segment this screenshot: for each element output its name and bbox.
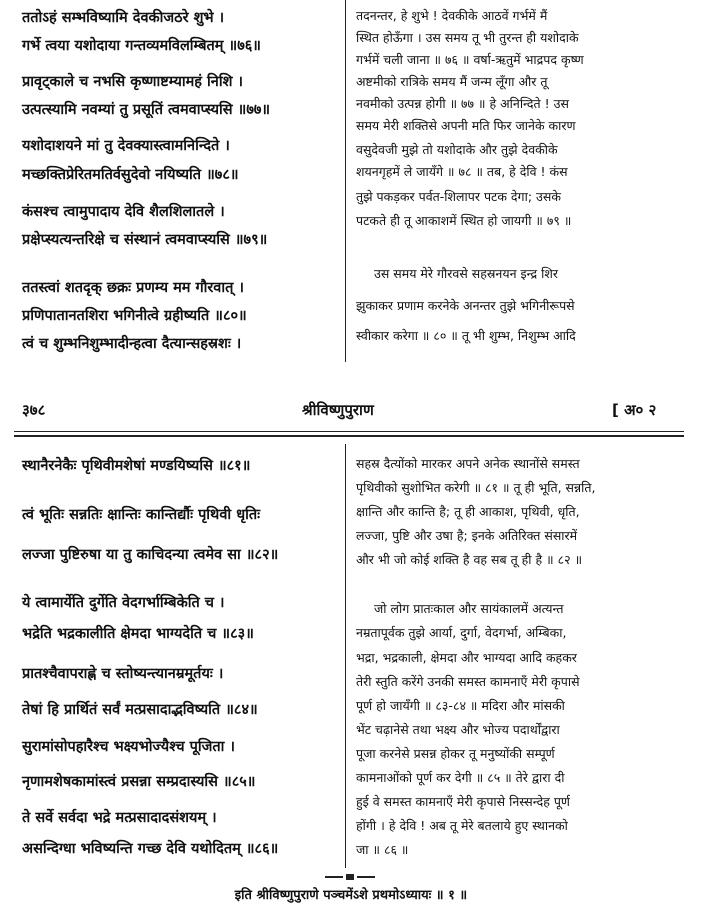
page-number: ३७८ [22, 401, 46, 419]
sloka-line: तेषां हि प्रार्थितं सर्वं मत्प्रसादाद्भविष्यति ॥८४॥ [22, 702, 258, 718]
translation-line: समय मेरी शक्तिसे अपनी मति फिर जानेके कारण [356, 118, 576, 133]
sloka-line: सुरामांसोपहारैश्च भक्ष्यभोज्यैश्च पूजिता । [22, 739, 235, 755]
translation-line: तुझे पकड़कर पर्वत-शिलापर पटक देगा; उसके [356, 189, 561, 204]
header-rule [14, 431, 684, 432]
chapter-end-ornament [325, 874, 375, 880]
sloka-line: प्रातश्चैवापराह्णे च स्तोष्यन्त्यानम्रमूर्तयः । [22, 666, 224, 682]
sloka-line: मच्छक्तिप्रेरितमतिर्वसुदेवो नयिष्यति ॥७८॥ [22, 167, 239, 183]
sloka-line: त्वं च शुम्भनिशुम्भादीन्हत्वा दैत्यान्सहस्रशः । [22, 336, 242, 352]
translation-line: उस समय मेरे गौरवसे सहस्रनयन इन्द्र शिर [374, 266, 558, 281]
translation-line: गर्भमें चली जाना ॥ ७६ ॥ वर्षा-ऋतुमें भाद्रपद कृष्ण [356, 52, 584, 67]
bottom-translation-column [356, 454, 678, 864]
sloka-line: स्थानैरनेकैः पृथिवीमशेषां मण्डयिष्यसि ॥८१॥ [22, 458, 251, 474]
translation-line: अष्टमीको रात्रिके समय मैं जन्म लूँगा और तू [356, 74, 548, 89]
section-mark: [ अ० २ [612, 401, 657, 419]
translation-line: पृथिवीको सुशोभित करेगी ॥ ८१ ॥ तू ही भूति, सन्नति, [356, 480, 596, 495]
translation-line: शयनगृहमें ले जायँगे ॥ ७८ ॥ तब, हे देवि ! कंस [356, 164, 568, 179]
column-divider [345, 444, 346, 868]
bottom-sloka-column [22, 456, 338, 866]
translation-line: तेरी स्तुति करेंगे उनकी समस्त कामनाएँ मेरी कृपासे [356, 674, 580, 689]
sloka-line: यशोदाशयने मां तु देवक्यास्त्वामनिन्दिते । [22, 138, 230, 154]
translation-line: नवमीको उत्पन्न होगी ॥ ७७ ॥ हे अनिन्दिते ! उस [356, 96, 569, 111]
translation-line: वसुदेवजी मुझे तो यशोदाके और तुझे देवकीके [356, 142, 558, 157]
translation-line: हुई वे समस्त कामनाएँ मेरी कृपासे निस्सन्देह पूर्ण [356, 794, 570, 809]
sloka-line: ततोऽहं सम्भविष्यामि देवकीजठरे शुभे । [22, 10, 225, 26]
translation-line: पूर्ण हो जायँगी ॥ ८३-८४ ॥ मदिरा और मांसकी [356, 698, 565, 713]
sloka-line: कंसश्च त्वामुपादाय देवि शैलशिलातले । [22, 204, 225, 220]
sloka-line: उत्पत्स्यामि नवम्यां तु प्रसूतिं त्वमवाप्स्यसि ॥७७॥ [22, 102, 271, 118]
sloka-line: भद्रेति भद्रकालीति क्षेमदा भाग्यदेति च ॥८३॥ [22, 626, 254, 642]
sloka-line: ये त्वामार्येति दुर्गेति वेदगर्भाम्बिकेति च । [22, 595, 225, 611]
translation-line: स्वीकार करेगा ॥ ८० ॥ तू भी शुम्भ, निशुम्भ आदि [356, 328, 576, 343]
top-translation-column [356, 6, 678, 361]
sloka-line: ते सर्वे सर्वदा भद्रे मत्प्रसादादसंशयम् । [22, 810, 217, 826]
sloka-line: गर्भे त्वया यशोदाया गन्तव्यमविलम्बितम् ॥७६॥ [22, 38, 261, 54]
translation-line: तदनन्तर, हे शुभे ! देवकीके आठवें गर्भमें मैं [356, 8, 548, 23]
sloka-line: लज्जा पुष्टिरुषा या तु काचिदन्या त्वमेव सा ॥८२॥ [22, 547, 279, 563]
chapter-colophon: इति श्रीविष्णुपुराणे पञ्चमेंऽशे प्रथमोऽध्यायः ॥ १ ॥ [234, 888, 468, 903]
translation-line: पटकते ही तू आकाशमें स्थित हो जायगी ॥ ७९ ॥ [356, 213, 572, 228]
sloka-line: प्रावृट्‌काले च नभसि कृष्णाष्टम्यामहं निशि । [22, 74, 244, 90]
sloka-line: प्रक्षेप्स्यत्यन्तरिक्षे च संस्थानं त्वमवाप्स्यसि ॥७९॥ [22, 232, 268, 248]
translation-line: भेंट चढ़ानेसे तथा भक्ष्य और भोज्य पदार्थोंद्वारा [356, 722, 560, 737]
translation-line: पूजा करनेसे प्रसन्न होकर तू मनुष्योंकी सम्पूर्ण [356, 746, 555, 761]
translation-line: सहस्र दैत्योंको मारकर अपने अनेक स्थानोंसे समस्त [356, 456, 580, 471]
translation-line: झुकाकर प्रणाम करनेके अनन्तर तुझे भगिनीरूपसे [356, 298, 575, 313]
translation-line: भद्रा, भद्रकाली, क्षेमदा और भाग्यदा आदि कहकर [356, 650, 577, 665]
translation-line: लज्जा, पुष्टि और उषा है; इनके अतिरिक्त संसारमें [356, 528, 578, 543]
running-title: श्रीविष्णुपुराण [302, 401, 374, 419]
translation-line: होंगी । हे देवि ! अब तू मेरे बतलाये हुए स्थानको [356, 818, 568, 833]
translation-line: कामनाओंको पूर्ण कर देगी ॥ ८५ ॥ तेरे द्वारा दी [356, 770, 565, 785]
translation-line: क्षान्ति और कान्ति है; तू ही आकाश, पृथिवी, धृति, [356, 504, 580, 519]
header-rule [14, 435, 684, 437]
sloka-line: ततस्त्वां शतदृक् छक्रः प्रणम्य मम गौरवात् । [22, 280, 244, 296]
translation-line: स्थित होऊँगा । उस समय तू भी तुरन्त ही यशोदाके [356, 30, 579, 45]
sloka-line: असन्दिग्धा भविष्यन्ति गच्छ देवि यथोदितम् ॥८६॥ [22, 841, 279, 857]
translation-line: नम्रतापूर्वक तुझे आर्या, दुर्गा, वेदगर्भा, अम्बिका, [356, 625, 567, 640]
translation-line: और भी जो कोई शक्ति है वह सब तू ही है ॥ ८२ ॥ [356, 552, 583, 567]
sloka-line: नृणामशेषकामांस्त्वं प्रसन्ना सम्प्रदास्यसि ॥८५॥ [22, 774, 256, 790]
sloka-line: त्वं भूतिः सन्नतिः क्षान्तिः कान्तिर्द्यौः पृथिवी धृतिः [22, 507, 261, 523]
running-head [22, 398, 682, 422]
column-divider [345, 0, 346, 362]
sloka-line: प्रणिपातानतशिरा भगिनीत्वे ग्रहीष्यति ॥८०॥ [22, 308, 247, 324]
translation-line: जो लोग प्रातःकाल और सायंकालमें अत्यन्त [374, 601, 564, 616]
translation-line: जा ॥ ८६ ॥ [356, 842, 409, 857]
top-sloka-column [22, 8, 338, 363]
